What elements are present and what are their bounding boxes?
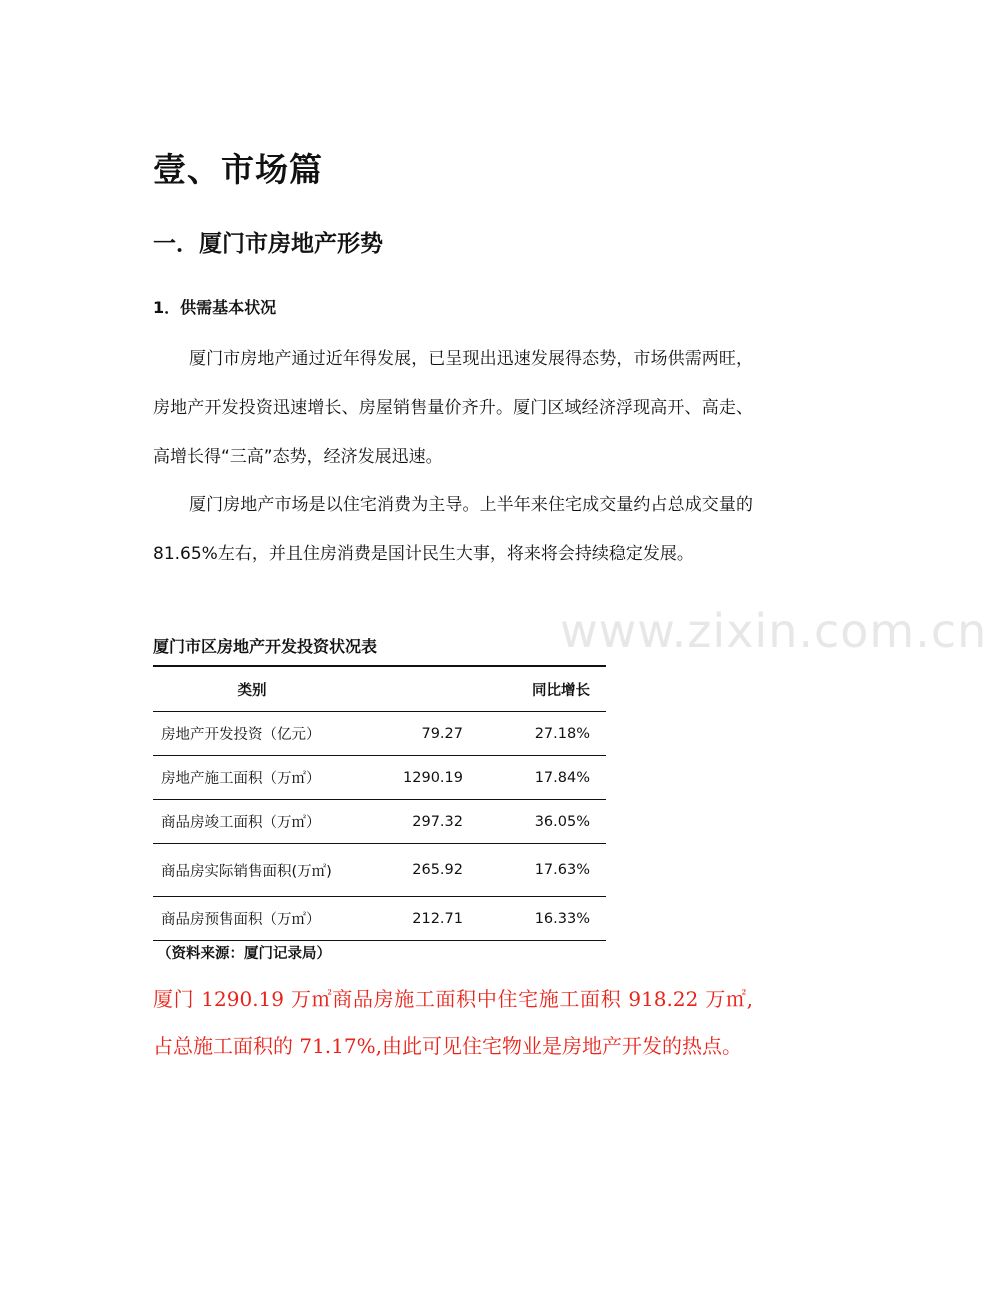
header-yoy-growth: 同比增长 bbox=[532, 682, 590, 699]
header-category: 类别 bbox=[237, 682, 267, 699]
investment-table bbox=[153, 665, 606, 941]
row-growth: 17.84% bbox=[534, 769, 590, 786]
row-category: 商品房预售面积（万㎡） bbox=[161, 912, 321, 928]
row-growth: 17.63% bbox=[534, 862, 590, 878]
paragraph-text: 厦门市房地产通过近年得发展，已呈现出迅速发展得态势，市场供需两旺，房地产开发投资迅速增长、房屋销售量价齐升。厦门区域经济浮现高开、高走、高增长得“三高”态势，经济发展迅速。 bbox=[153, 349, 753, 467]
table-row bbox=[153, 712, 606, 756]
row-growth: 27.18% bbox=[534, 725, 590, 742]
row-category: 商品房竣工面积（万㎡） bbox=[161, 815, 321, 831]
watermark: www.zixin.com.cn bbox=[560, 604, 987, 658]
table-header-row bbox=[153, 666, 606, 712]
table-source: （资料来源：厦门记录局） bbox=[157, 946, 331, 962]
row-category: 房地产施工面积（万㎡） bbox=[161, 771, 321, 787]
chapter-heading: 一．厦门市房地产形势 bbox=[153, 231, 383, 257]
header-value bbox=[352, 666, 469, 712]
paragraph-text: 厦门房地产市场是以住宅消费为主导。上半年来住宅成交量约占总成交量的 81.65%左右，并且住房消费是国计民生大事，将来将会持续稳定发展。 bbox=[153, 495, 753, 564]
row-category: 商品房实际销售面积(万㎡) bbox=[161, 863, 332, 880]
table-row bbox=[153, 844, 606, 897]
table-row bbox=[153, 756, 606, 800]
paragraph-supply-demand bbox=[153, 335, 753, 482]
row-value: 79.27 bbox=[421, 725, 463, 742]
row-category: 房地产开发投资（亿元） bbox=[161, 727, 321, 743]
paragraph-residential bbox=[153, 481, 753, 579]
row-growth: 16.33% bbox=[534, 910, 590, 927]
row-value: 265.92 bbox=[412, 862, 463, 878]
section-title: 壹、市场篇 bbox=[153, 150, 323, 189]
subsection-heading: 1．供需基本状况 bbox=[153, 298, 277, 317]
row-value: 212.71 bbox=[412, 910, 463, 927]
table-row bbox=[153, 800, 606, 844]
table-title: 厦门市区房地产开发投资状况表 bbox=[153, 637, 378, 656]
row-growth: 36.05% bbox=[534, 813, 590, 830]
table-row bbox=[153, 897, 606, 941]
highlight-note: 厦门 1290.19 万㎡商品房施工面积中住宅施工面积 918.22 万㎡,占总施工面积的 71.17%,由此可见住宅物业是房地产开发的热点。 bbox=[153, 987, 753, 1058]
row-value: 1290.19 bbox=[403, 769, 463, 786]
row-value: 297.32 bbox=[412, 813, 463, 830]
